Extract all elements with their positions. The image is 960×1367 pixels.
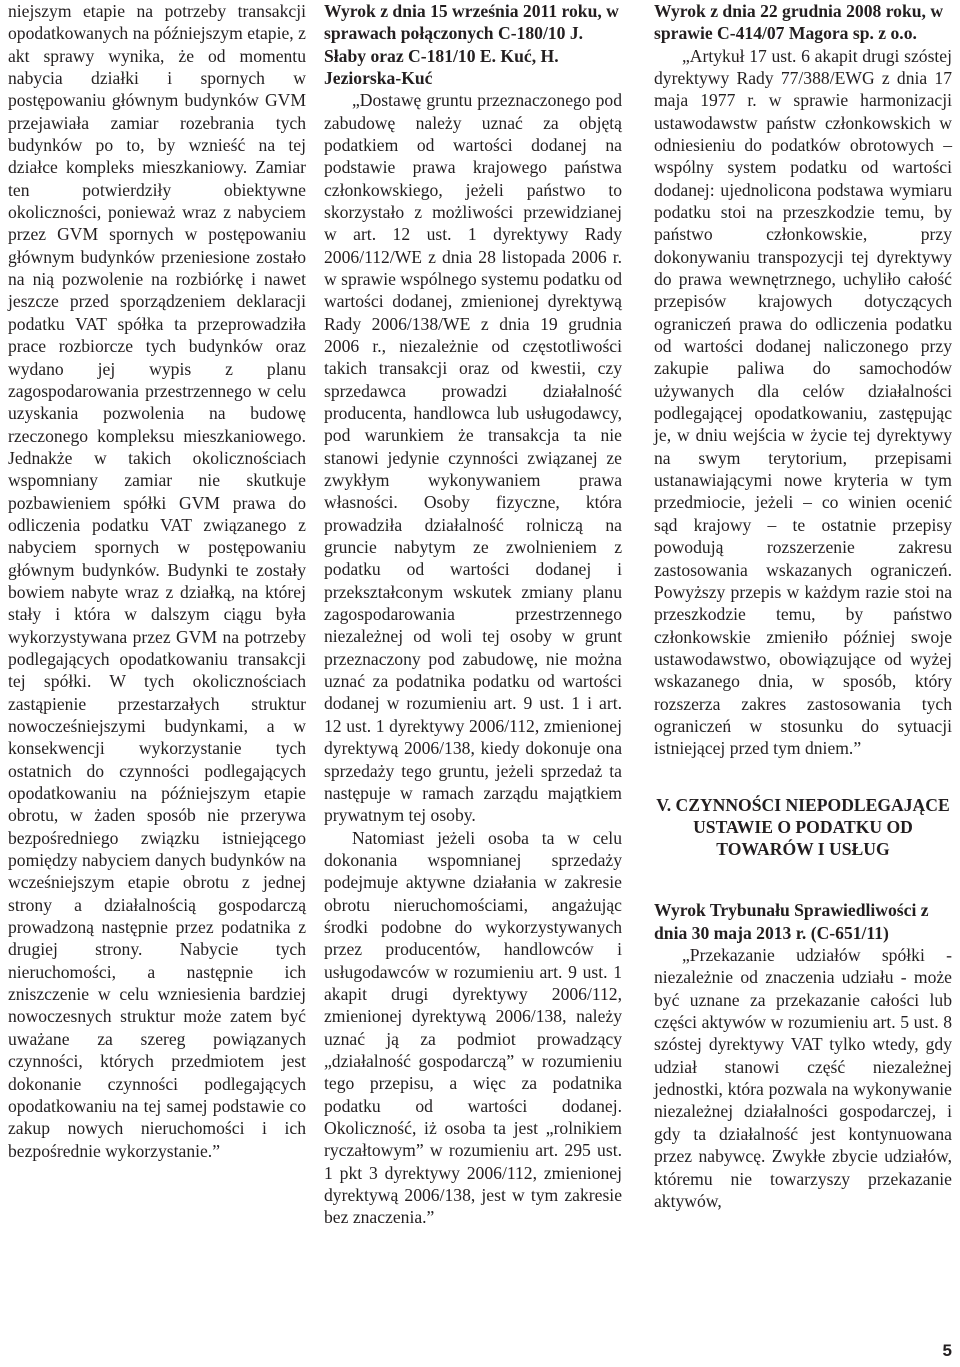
case-title-c180: Wyrok z dnia 15 września 2011 roku, w sprawach połączonych C-180/10 J. Słaby oraz C-181/10 E. Kuć, H. Jeziorska-Kuć: [324, 1, 619, 88]
body-paragraph: „Przekazanie udziałów spółki - niezależnie od znaczenia udziału - może być uznane za przekazanie całości lub części aktywów w rozumieniu art. 5 ust. 8 szóstej dyrektywy VAT tylko wtedy, gdy udział stanowi część niezależnej jednostki, która pozwala na wykonywanie niezależnej działalności gospodarczej, i gdy ta działalność jest kontynuowana przez nabywcę. Zwykłe zbycie udziałów, któremu nie towarzyszy przekazanie aktywów,: [654, 945, 952, 1211]
section-title: V. CZYNNOŚCI NIEPODLEGAJĄCE USTAWIE O PODATKU OD TOWARÓW I USŁUG: [656, 794, 950, 860]
document-page: [8, 0, 952, 1367]
page-number: 5: [942, 1341, 952, 1360]
text-column-2: [324, 0, 622, 1229]
body-paragraph: „Dostawę gruntu przeznaczonego pod zabudowę należy uznać za objętą podatkiem od wartości dodanej na podstawie prawa krajowego państwa członkowskiego, jeżeli państwo to skorzystało z możliwości przewidzianej w art. 12 ust. 1 dyrektywy Rady 2006/112/WE z dnia 28 listopada 2006 r. w sprawie wspólnego systemu podatku od wartości dodanej, zmienionej dyrektywą Rady 2006/138/WE z dnia 19 grudnia 2006 r., niezależnie od częstotliwości takich transakcji oraz od kwestii, czy sprzedawca prowadzi działalność producenta, handlowca lub usługodawcy, pod warunkiem że transakcja ta nie stanowi jedynie czynności związanej ze zwykłym wykonywaniem prawa własności. Osoby fizyczne, która prowadziła działalność rolniczą na gruncie nabytym ze zwolnieniem z podatku od wartości dodanej i przekształconym wskutek zmiany planu zagospodarowania przestrzennego niezależnej od woli tej osoby w grunt przeznaczony pod zabudowę, nie można uznać za podatnika podatku od wartości dodanej w rozumieniu art. 9 ust. 1 i art. 12 ust. 1 dyrektywy 2006/112, zmienionej dyrektywą 2006/138, kiedy dokonuje ona sprzedaży tego gruntu, jeżeli sprzedaż ta następuje w ramach zarządu majątkiem prywatnym tej osoby.: [324, 90, 622, 826]
body-paragraph: „Artykuł 17 ust. 6 akapit drugi szóstej dyrektywy Rady 77/388/EWG z dnia 17 maja 1977 r. w sprawie harmonizacji ustawodawstw państw członkowskich w odniesieniu do podatków obrotowych – wspólny system podatku od wartości dodanej: ujednolicona podstawa wymiaru podatku stoi na przeszkodzie temu, by państwo członkowskie, przy dokonywaniu transpozycji tej dyrektywy do prawa wewnętrznego, uchyliło całość przepisów krajowych dotyczących ograniczeń prawa do odliczenia podatku od wartości dodanej naliczonego przy zakupie paliwa do samochodów używanych dla celów działalności podlegającej opodatkowaniu, zastępując je, w dniu wejścia w życie tej dyrektywy na swym terytorium, przepisami ustanawiającymi nowe kryteria w tym przedmiocie, jeżeli – co winien ocenić sąd krajowy – te ostatnie przepisy powodują rozszerzenie zakresu zastosowania wskazanych ograniczeń. Powyższy przepis w każdym razie stoi na przeszkodzie temu, by państwo członkowskie zmieniło później swoje ustawodawstwo, obowiązujące od wyżej wskazanego dnia, w sposób, który rozszerza zakres zastosowania tych ograniczeń w stosunku do sytuacji istniejącej przed tym dniem.”: [654, 45, 952, 759]
case-title-c651: Wyrok Trybunału Sprawiedliwości z dnia 30 maja 2013 r. (C-651/11): [654, 900, 929, 943]
body-paragraph: Natomiast jeżeli osoba ta w celu dokonania wspomnianej sprzedaży podejmuje aktywne działania w zakresie obrotu nieruchomościami, angażując środki podobne do wykorzystywanych przez producentów, handlowców i usługodawców w rozumieniu art. 9 ust. 1 akapit drugi dyrektywy 2006/112, zmienionej dyrektywą 2006/138, należy uznać ją za podmiot prowadzący „działalność gospodarczą” w rozumieniu tego przepisu, a więc za podatnika podatku od wartości dodanej. Okoliczność, iż osoba ta jest „rolnikiem ryczałtowym” w rozumieniu art. 295 ust. 1 pkt 3 dyrektywy 2006/112, zmienionej dyrektywą 2006/138, jest w tym zakresie bez znaczenia.”: [324, 827, 622, 1228]
case-title-c414: Wyrok z dnia 22 grudnia 2008 roku, w sprawie C-414/07 Magora sp. z o.o.: [654, 1, 944, 44]
text-column-3: [654, 0, 952, 1212]
body-paragraph: niejszym etapie na potrzeby transakcji opodatkowanych na późniejszym etapie, z akt sprawy wynika, że od momentu nabycia działki i spornych w postępowaniu głównym budynków GVM przejawiała zamiar rozebrania tych budynków po to, by wznieść na tej działce kompleks mieszkaniowy. Zamiar ten potwierdziły obiektywne okoliczności, ponieważ wraz z nabyciem przez GVM spornych w postępowaniu głównym budynków przeniesione zostało na nią pozwolenie na rozbiórkę i nawet jeszcze przed sporządzeniem deklaracji podatku VAT spółka ta przeprowadziła prace rozbiorcze tych budynków oraz wydano jej wypis z planu zagospodarowania przestrzennego w celu uzyskania pozwolenia na budowę rzeczonego kompleksu mieszkaniowego. Jednakże w takich okolicznościach wspomniany zamiar nie skutkuje pozbawieniem spółki GVM prawa do odliczenia podatku VAT związanego z nabyciem spornych w postępowaniu głównym budynków. Budynki te zostały bowiem nabyte wraz z działką, na której stały i która w dalszym ciągu była wykorzystywana przez GVM na potrzeby podlegających opodatkowaniu transakcji tej spółki. W tych okolicznościach zastąpienie przestarzałych struktur nowocześniejszymi budynkami, a w konsekwencji wykorzystanie tych ostatnich do czynności podlegających opodatkowaniu na późniejszym etapie obrotu, w żaden sposób nie przerywa bezpośredniego związku istniejącego pomiędzy nabyciem danych budynków na wcześniejszym etapie obrotu z jednej strony a działalnością gospodarczą prowadzoną następnie przez podatnika z drugiej strony. Nabycie tych nieruchomości, a następnie ich zniszczenie w celu wzniesienia bardziej nowoczesnych struktur może zatem być uważane za szereg powiązanych czynności, których przedmiotem jest dokonanie czynności podlegających opodatkowaniu na tej samej podstawie co zakup nowych nieruchomości i ich bezpośrednie wykorzystanie.”: [8, 1, 306, 1161]
text-column-1: [8, 0, 306, 1162]
